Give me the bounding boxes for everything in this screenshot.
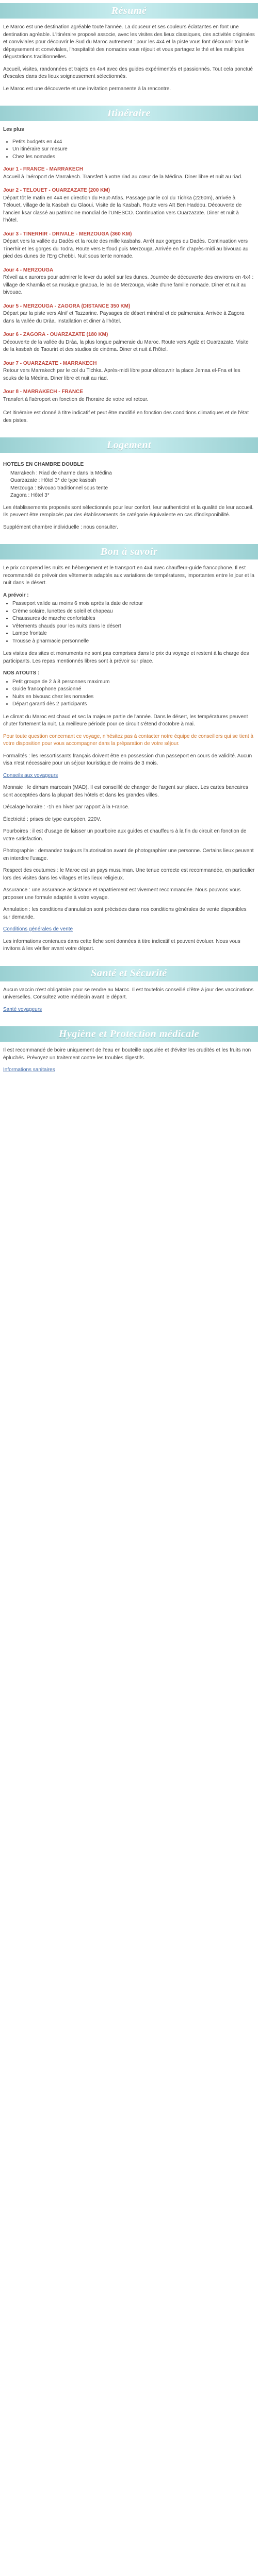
day-title: Jour 3 - TINERHIR - DRIVALE - MERZOUGA (360 KM) (3, 231, 132, 237)
itineraire-intro-label: Les plus (3, 127, 24, 132)
logement-subheading: HOTELS EN CHAMBRE DOUBLE (3, 462, 84, 467)
resume-paragraph: Le Maroc est une découverte et une invitation permanente à la rencontre. (3, 86, 171, 92)
day-description: Transfert à l'aéroport en fonction de l'horaire de votre vol retour. (3, 396, 149, 402)
itineraire-section (0, 124, 258, 434)
list-item: • Petit groupe de 2 à 8 personnes maximum (12, 679, 255, 686)
list-label: NOS ATOUTS : (3, 670, 40, 676)
list-label: A prévoir : (3, 592, 29, 598)
day-title: Jour 7 - OUARZAZATE - MARRAKECH (3, 360, 97, 366)
list-item: • Lampe frontale (12, 630, 255, 638)
info-paragraph: Électricité : prises de type européen, 220V. (3, 816, 101, 822)
section-banner-itineraire: Itinéraire (0, 106, 258, 121)
cgv-link[interactable]: Conditions générales de vente (3, 926, 73, 932)
info-paragraph: Monnaie : le dirham marocain (MAD). Il est conseillé de changer de l'argent sur place. Les cartes bancaires sont acceptées dans la plupart des hôtels et dans les grandes villes. (3, 785, 248, 798)
logement-line: Marrakech : Riad de charme dans la Médina (10, 470, 112, 476)
day-description: Retour vers Marrakech par le col du Tichka. Après-midi libre pour découvrir la place Jemaa el-Fna et les souks de la Médina. Diner libre et nuit au riad. (3, 368, 240, 381)
logement-paragraph: Les établissements proposés sont sélectionnés pour leur confort, leur authenticité et la qualité de leur accueil. Ils peuvent être remplacés par des établissements de catégorie équivalente en cas d'indisponibilité. (3, 504, 254, 518)
itineraire-intro-list (3, 139, 255, 161)
day-title: Jour 1 - FRANCE - MARRAKECH (3, 166, 83, 172)
section-banner-sante: Santé et Sécurité (0, 966, 258, 981)
sante-link[interactable]: Santé voyageurs (3, 1006, 42, 1012)
logement-line: Ouarzazate : Hôtel 3* de type kasbah (10, 478, 96, 483)
hygiene-section (0, 1045, 258, 1084)
logement-list (3, 470, 255, 500)
day-description: Découverte de la vallée du Drâa, la plus longue palmeraie du Maroc. Route vers Agdz et Ouarzazate. Visite de la kasbah de Taourirt et des studios de cinéma. Diner et nuit à l'hôtel. (3, 339, 249, 352)
info-paragraph: Photographie : demandez toujours l'autorisation avant de photographier une personne. Certains lieux peuvent en interdire l'usage. (3, 848, 254, 861)
list-item: • Passeport valide au moins 6 mois après la date de retour (12, 600, 255, 608)
info-paragraph: Pourboires : il est d'usage de laisser un pourboire aux guides et chauffeurs à la fin du circuit en fonction de votre satisfaction. (3, 828, 247, 842)
logement-line: Zagora : Hôtel 3* (10, 493, 50, 498)
info-paragraph: Le prix comprend les nuits en hébergement et le transport en 4x4 avec chauffeur-guide francophone. Il est recommandé de prévoir des vêtements adaptés aux variations de températures, importantes entre le jour et la nuit dans le désert. (3, 565, 254, 586)
sante-section (0, 985, 258, 1024)
resume-section (0, 22, 258, 103)
day-description: Accueil à l'aéroport de Marrakech. Transfert à votre riad au cœur de la Médina. Diner libre et nuit au riad. (3, 174, 243, 180)
checklist (3, 600, 255, 645)
info-paragraph: Formalités : les ressortissants français doivent être en possession d'un passeport en cours de validité. Aucun visa n'est nécessaire pour un séjour touristique de moins de 3 mois. (3, 753, 252, 766)
info-paragraph: Les visites des sites et monuments ne sont pas comprises dans le prix du voyage et restent à la charge des participants. Les repas mentionnés libres sont à prévoir sur place. (3, 651, 249, 664)
logement-paragraph: Supplément chambre individuelle : nous consulter. (3, 524, 118, 530)
info-paragraph: Annulation : les conditions d'annulation sont précisées dans nos conditions générales de vente disponibles sur demande. (3, 907, 247, 920)
list-item: • Départ garanti dès 2 participants (12, 701, 255, 708)
resume-paragraph: Le Maroc est une destination agréable toute l'année. La douceur et ses couleurs éclatantes en font une destination agréable. L'itinéraire proposé associe, avec les visites des lieux classiques, des activités originales et conviviales pour découvrir le Sud du Maroc autrement : pour les 4x4 et la piste vous font découvrir tout le dépaysement et conviviales, l'hospitalité des nomades vous réjouit et vous partagez le thé et les multiples dégustations traditionnelles. (3, 24, 255, 60)
day-title: Jour 8 - MARRAKECH - FRANCE (3, 389, 83, 395)
day-description: Réveil aux aurores pour admirer le lever du soleil sur les dunes. Journée de découverte des environs en 4x4 : village de Khamlia et sa musique gnaoua, le lac de Merzouga, visite d'une famille nomade. Diner et nuit au bivouac. (3, 275, 254, 295)
day-description: Départ tôt le matin en 4x4 en direction du Haut-Atlas. Passage par le col du Tichka (2260m), arrivée à Télouet, village de la Kasbah du Glaoui. Visite de la Kasbah. Route vers Aït Ben Haddou. Découverte de l'ancien ksar classé au patrimoine mondial de l'UNESCO. Continuation vers Ouarzazate. Diner et nuit à l'hôtel. (3, 195, 242, 223)
list-item: • Petits budgets en 4x4 (12, 139, 255, 146)
info-paragraph: Assurance : une assurance assistance et rapatriement est vivement recommandée. Nous pouvons vous proposer une formule adaptée à votre voyage. (3, 887, 241, 901)
section-banner-logement: Logement (0, 437, 258, 453)
section-banner-resume: Résumé (0, 3, 258, 19)
list-item: • Vêtements chauds pour les nuits dans le désert (12, 623, 255, 631)
sante-paragraph: Aucun vaccin n'est obligatoire pour se rendre au Maroc. Il est toutefois conseillé d'être à jour des vaccinations universelles. Consultez votre médecin avant le départ. (3, 987, 254, 1000)
hygiene-paragraph: Il est recommandé de boire uniquement de l'eau en bouteille capsulée et d'éviter les crudités et les fruits non épluchés. Prévoyez un traitement contre les troubles digestifs. (3, 1047, 251, 1061)
itineraire-note: Cet itinéraire est donné à titre indicatif et peut être modifié en fonction des conditions climatiques et de l'état des pistes. (3, 410, 249, 423)
day-title: Jour 2 - TELOUET - OUARZAZATE (200 KM) (3, 188, 110, 193)
info-paragraph: Le climat du Maroc est chaud et sec la majeure partie de l'année. Dans le désert, les températures peuvent chuter fortement la nuit. La meilleure période pour ce circuit s'étend d'octobre à mai. (3, 714, 248, 727)
list-item: • Chaussures de marche confortables (12, 615, 255, 623)
list-item: • Nuits en bivouac chez les nomades (12, 693, 255, 701)
hygiene-link[interactable]: Informations sanitaires (3, 1067, 55, 1073)
list-item: • Guide francophone passionné (12, 686, 255, 693)
info-paragraph: Les informations contenues dans cette fiche sont données à titre indicatif et peuvent évoluer. Nous vous invitons à les vérifier avant votre départ. (3, 938, 240, 952)
list-item: • Crème solaire, lunettes de soleil et chapeau (12, 608, 255, 616)
info-paragraph: Respect des coutumes : le Maroc est un pays musulman. Une tenue correcte est recommandée, en particulier lors des visites dans les villages et les lieux religieux. (3, 868, 255, 881)
info-paragraph-highlight: Pour toute question concernant ce voyage, n'hésitez pas à contacter notre équipe de conseillers qui se tient à votre disposition pour vous accompagner dans la préparation de votre séjour. (3, 733, 253, 747)
info-paragraph: Décalage horaire : -1h en hiver par rapport à la France. (3, 804, 130, 810)
list-item: • Un itinéraire sur mesure (12, 146, 255, 154)
logement-section (0, 456, 258, 541)
list-item: • Chez les nomades (12, 154, 255, 161)
section-banner-bon-a-savoir: Bon à savoir (0, 544, 258, 560)
day-description: Départ vers la vallée du Dadès et la route des mille kasbahs. Arrêt aux gorges du Dadès. Continuation vers Tinerhir et les gorges du Todra. Route vers Erfoud puis Merzouga. Arrivée en fin d'après-midi au bivouac au pied des dunes de l'Erg Chebbi. Nuit sous tente nomade. (3, 239, 249, 259)
day-description: Départ par la piste vers Alnif et Tazzarine. Paysages de désert minéral et de palmeraies. Arrivée à Zagora dans la vallée du Drâa. Installation et diner à l'hôtel. (3, 311, 245, 324)
bon-a-savoir-section (0, 563, 258, 963)
resume-paragraph: Accueil, visites, randonnées et trajets en 4x4 avec des guides expérimentés et passionnés. Tout cela ponctué d'escales dans des lieux soigneusement sélectionnés. (3, 66, 253, 79)
logement-line: Merzouga : Bivouac traditionnel sous tente (10, 485, 108, 491)
day-title: Jour 6 - ZAGORA - OUARZAZATE (180 KM) (3, 332, 108, 337)
section-banner-hygiene: Hygiène et Protection médicale (0, 1026, 258, 1042)
day-title: Jour 4 - MERZOUGA (3, 267, 54, 273)
atouts-list (3, 679, 255, 708)
list-item: • Trousse à pharmacie personnelle (12, 638, 255, 646)
conseils-link[interactable]: Conseils aux voyageurs (3, 772, 58, 778)
day-title: Jour 5 - MERZOUGA - ZAGORA (DISTANCE 350 KM) (3, 303, 131, 309)
